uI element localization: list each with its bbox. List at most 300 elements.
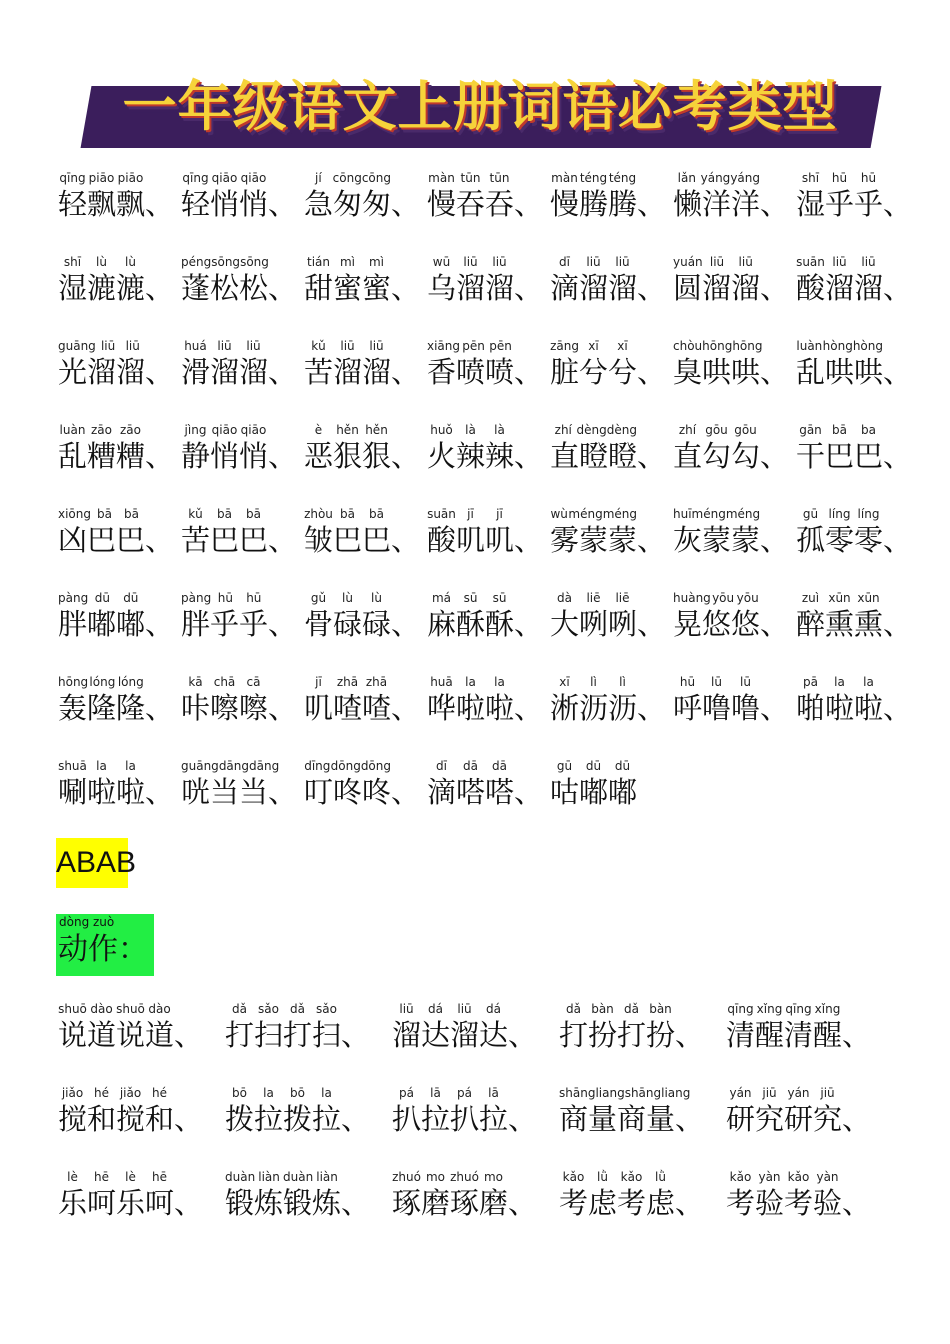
word-text: 苦溜溜、 (304, 355, 421, 389)
word-item (673, 590, 796, 642)
word-pinyin (427, 254, 514, 270)
word-item (673, 338, 796, 390)
word-item (550, 338, 673, 390)
pinyin-syllable: yàn (758, 1170, 781, 1184)
pinyin-syllable: jìng (184, 423, 207, 437)
pinyin-syllable: méng (568, 507, 603, 521)
word-row (58, 506, 918, 590)
pinyin-syllable: pā (803, 675, 818, 689)
word-item (559, 1001, 726, 1053)
pinyin-syllable: piāo (117, 171, 144, 185)
word-pinyin (550, 590, 637, 606)
word-pinyin (796, 506, 883, 522)
pinyin-syllable: téng (608, 171, 637, 185)
pinyin-syllable: méng (602, 507, 637, 521)
word-pinyin (673, 590, 760, 606)
pinyin-syllable: jí (314, 171, 322, 185)
pinyin-syllable: zhí (554, 423, 572, 437)
pinyin-syllable: xī (617, 339, 628, 353)
word-pinyin (673, 254, 760, 270)
pinyin-syllable: dǎ (290, 1002, 305, 1016)
pinyin-syllable: bā (340, 507, 355, 521)
word-pinyin (392, 1169, 508, 1185)
word-pinyin (58, 674, 145, 690)
word-text: 叮咚咚、 (304, 775, 421, 809)
word-pinyin (796, 590, 883, 606)
pinyin-syllable: jī (496, 507, 503, 521)
word-text: 说道说道、 (58, 1018, 204, 1052)
word-pinyin (427, 758, 514, 774)
word-pinyin (181, 758, 280, 774)
word-item (392, 1001, 559, 1053)
pinyin-syllable: luàn (59, 423, 86, 437)
word-text: 咕嘟嘟 (550, 775, 638, 809)
word-item (427, 674, 550, 726)
word-item (726, 1169, 893, 1221)
pinyin-syllable: pá (457, 1086, 472, 1100)
word-item (559, 1085, 726, 1137)
word-text: 哗啦啦、 (427, 691, 544, 725)
word-item (181, 674, 304, 726)
word-text: 乱哄哄、 (796, 355, 913, 389)
word-item (550, 758, 673, 810)
word-item (673, 506, 796, 558)
pinyin-syllable: lì (619, 675, 626, 689)
word-pinyin (550, 674, 637, 690)
word-text: 呼噜噜、 (673, 691, 790, 725)
pinyin-syllable: jiū (762, 1086, 777, 1100)
pinyin-syllable: piāo (88, 171, 115, 185)
word-pinyin (181, 590, 268, 606)
pinyin-syllable: dào (90, 1002, 113, 1016)
word-text: 乌溜溜、 (427, 271, 544, 305)
pinyin-syllable: yán (787, 1086, 810, 1100)
pinyin-syllable: la (863, 675, 874, 689)
word-item (181, 506, 304, 558)
pinyin-syllable: má (431, 591, 452, 605)
word-pinyin (427, 422, 514, 438)
pinyin-syllable: hē (152, 1170, 167, 1184)
pinyin-syllable: sǎo (258, 1002, 279, 1016)
pinyin-syllable: dū (123, 591, 139, 605)
pinyin-syllable: xūn (828, 591, 851, 605)
word-pinyin (181, 506, 268, 522)
pinyin-syllable: péng (181, 255, 212, 269)
word-text: 雾蒙蒙、 (550, 523, 667, 557)
pinyin-syllable: jiū (820, 1086, 835, 1100)
pinyin-syllable: lǜ (597, 1170, 608, 1184)
pinyin-syllable: tūn (489, 171, 510, 185)
pinyin-syllable: lū (740, 675, 751, 689)
word-item (559, 1169, 726, 1221)
pinyin-syllable: hū (679, 675, 696, 689)
word-item (225, 1169, 392, 1221)
word-pinyin (58, 422, 145, 438)
pinyin-syllable: gū (802, 507, 819, 521)
word-item (550, 674, 673, 726)
word-text: 恶狠狠、 (304, 439, 421, 473)
pinyin-syllable: yáng (730, 171, 760, 185)
word-pinyin (304, 254, 391, 270)
word-item (673, 254, 796, 306)
pinyin-syllable: mo (425, 1170, 446, 1184)
word-text: 孤零零、 (796, 523, 913, 557)
pinyin-syllable: gǔ (310, 591, 327, 605)
word-item (550, 254, 673, 306)
pinyin-syllable: cōng (332, 171, 362, 185)
word-pinyin (392, 1085, 508, 1101)
pinyin-syllable: wù (550, 507, 568, 521)
pinyin-syllable: màn (551, 171, 578, 185)
pinyin-syllable: là (494, 423, 505, 437)
word-text: 凶巴巴、 (58, 523, 175, 557)
word-text: 臭哄哄、 (673, 355, 790, 389)
pinyin-syllable: yáng (700, 171, 731, 185)
pinyin-syllable: kǎo (620, 1170, 643, 1184)
word-text: 骨碌碌、 (304, 607, 421, 641)
pinyin-syllable: wū (432, 255, 451, 269)
pinyin-syllable: hòng (822, 339, 853, 353)
page-title: 一年级语文上册词语必考类型 (122, 75, 838, 138)
pinyin-syllable: suān (427, 507, 456, 521)
word-pinyin (304, 674, 391, 690)
word-item (304, 674, 427, 726)
word-pinyin (550, 338, 637, 354)
pinyin-syllable: dào (148, 1002, 171, 1016)
pinyin-syllable: hē (94, 1170, 109, 1184)
pinyin-syllable: qiāo (211, 171, 238, 185)
pinyin-syllable: zuì (801, 591, 820, 605)
word-pinyin (550, 254, 637, 270)
word-item (726, 1085, 893, 1137)
word-item (550, 422, 673, 474)
word-text: 慢吞吞、 (427, 187, 544, 221)
pinyin-syllable: huā (430, 675, 453, 689)
word-item (796, 506, 919, 558)
word-pinyin (673, 674, 760, 690)
word-text: 酸叽叽、 (427, 523, 544, 557)
word-item (58, 422, 181, 474)
pinyin-syllable: liū (709, 255, 725, 269)
pinyin-syllable: líng (828, 507, 851, 521)
word-text: 啪啦啦、 (796, 691, 913, 725)
word-item (427, 422, 550, 474)
word-item (796, 674, 919, 726)
word-pinyin (726, 1085, 842, 1101)
pinyin-syllable: hé (94, 1086, 109, 1100)
word-item (427, 254, 550, 306)
word-row (58, 674, 918, 758)
abab-word-list (58, 1001, 918, 1253)
pinyin-syllable: hū (246, 591, 262, 605)
word-text: 麻酥酥、 (427, 607, 544, 641)
pinyin-syllable: pá (399, 1086, 414, 1100)
pinyin-syllable: hōng (732, 339, 763, 353)
pinyin-syllable: shāng (624, 1086, 662, 1100)
pinyin-syllable: mo (483, 1170, 504, 1184)
pinyin-syllable: liū (340, 339, 355, 353)
pinyin-syllable: zhuó (392, 1170, 421, 1184)
pinyin-syllable: qiāo (240, 171, 267, 185)
pinyin-syllable: kǎo (729, 1170, 752, 1184)
pinyin-syllable: yōu (736, 591, 759, 605)
word-item (58, 170, 181, 222)
word-item (673, 170, 796, 222)
word-text: 苦巴巴、 (181, 523, 298, 557)
pinyin-syllable: liang (661, 1086, 691, 1100)
word-text: 脏兮兮、 (550, 355, 667, 389)
word-text: 急匆匆、 (304, 187, 421, 221)
word-pinyin (673, 170, 760, 186)
word-text: 干巴巴、 (796, 439, 913, 473)
word-row (58, 758, 918, 842)
word-item (181, 590, 304, 642)
word-pinyin (225, 1169, 341, 1185)
word-item (427, 170, 550, 222)
word-text: 清醒清醒、 (726, 1018, 872, 1052)
pinyin-syllable: la (321, 1086, 332, 1100)
pinyin-syllable: xǐng (756, 1002, 783, 1016)
word-item (726, 1001, 893, 1053)
pinyin-syllable: líng (857, 507, 880, 521)
word-item (58, 1169, 225, 1221)
word-text: 咔嚓嚓、 (181, 691, 298, 725)
word-text: 搅和搅和、 (58, 1102, 204, 1136)
pinyin-syllable: jiǎo (119, 1086, 142, 1100)
word-pinyin (58, 590, 145, 606)
pinyin-syllable: zhí (678, 423, 697, 437)
word-text: 皱巴巴、 (304, 523, 421, 557)
pinyin-syllable: cā (246, 675, 261, 689)
aabb-word-list (58, 170, 918, 842)
pinyin-syllable: hū (217, 591, 234, 605)
word-pinyin (726, 1169, 842, 1185)
pinyin-syllable: lè (125, 1170, 136, 1184)
word-pinyin (550, 170, 637, 186)
pinyin-syllable: shī (801, 171, 820, 185)
pinyin-syllable: bā (369, 507, 384, 521)
pinyin-syllable: hū (831, 171, 848, 185)
pinyin-syllable: kǎo (787, 1170, 810, 1184)
pinyin-syllable: chòu (673, 339, 703, 353)
word-text: 乱糟糟、 (58, 439, 175, 473)
word-pinyin (58, 254, 145, 270)
word-text: 甜蜜蜜、 (304, 271, 421, 305)
word-text: 溜达溜达、 (392, 1018, 538, 1052)
pinyin-syllable: guāng (58, 339, 96, 353)
word-text: 滴溜溜、 (550, 271, 667, 305)
word-pinyin (304, 590, 391, 606)
word-text: 轻悄悄、 (181, 187, 298, 221)
word-item (225, 1085, 392, 1137)
word-text: 叽喳喳、 (304, 691, 421, 725)
pinyin-syllable: dǎ (566, 1002, 581, 1016)
pinyin-syllable: qīng (182, 171, 209, 185)
word-pinyin (225, 1001, 341, 1017)
pinyin-syllable: dōng (330, 759, 361, 773)
title-banner (80, 72, 880, 154)
pinyin-syllable: xǐng (814, 1002, 841, 1016)
word-text: 乐呵乐呵、 (58, 1186, 204, 1220)
word-item (550, 170, 673, 222)
word-pinyin (181, 422, 268, 438)
pinyin-syllable: gōu (734, 423, 757, 437)
pinyin-syllable: méng (691, 507, 726, 521)
pinyin-syllable: dèng (606, 423, 637, 437)
pinyin-syllable: xūn (857, 591, 880, 605)
word-pinyin (58, 1001, 174, 1017)
word-text: 打扮打扮、 (559, 1018, 705, 1052)
word-item (58, 506, 181, 558)
word-item (796, 254, 919, 306)
pinyin-syllable: shuā (58, 759, 87, 773)
word-pinyin (559, 1169, 675, 1185)
word-pinyin (58, 506, 145, 522)
word-item (181, 422, 304, 474)
pinyin-syllable: bā (217, 507, 232, 521)
word-item (796, 338, 919, 390)
pinyin-syllable: huǒ (430, 423, 453, 437)
word-pinyin (181, 338, 268, 354)
word-pinyin (225, 1085, 341, 1101)
word-item (58, 338, 181, 390)
pinyin-syllable: kā (188, 675, 203, 689)
pinyin-syllable: liū (125, 339, 140, 353)
word-pinyin (392, 1001, 508, 1017)
pinyin-syllable: bā (97, 507, 112, 521)
word-text: 扒拉扒拉、 (392, 1102, 538, 1136)
word-item (392, 1085, 559, 1137)
pinyin-syllable: shuō (58, 1002, 87, 1016)
word-text: 光溜溜、 (58, 355, 175, 389)
pinyin-syllable: la (494, 675, 505, 689)
word-pinyin (58, 170, 145, 186)
word-pinyin (796, 674, 883, 690)
pinyin-syllable: sǎo (316, 1002, 337, 1016)
word-text: 圆溜溜、 (673, 271, 790, 305)
pinyin-syllable: xiāng (427, 339, 461, 353)
word-text: 商量商量、 (559, 1102, 705, 1136)
word-pinyin (427, 506, 514, 522)
pinyin-syllable: liū (463, 255, 478, 269)
pinyin-syllable: liū (217, 339, 232, 353)
pinyin-syllable: qiāo (240, 423, 267, 437)
pinyin-syllable: gū (556, 759, 573, 773)
pinyin-syllable: pēn (489, 339, 512, 353)
word-text: 胖嘟嘟、 (58, 607, 175, 641)
word-text: 慢腾腾、 (550, 187, 667, 221)
word-pinyin (427, 338, 514, 354)
pinyin-syllable: yuán (673, 255, 703, 269)
pinyin-syllable: zāo (120, 423, 141, 437)
word-text: 直勾勾、 (673, 439, 790, 473)
word-text: 考验考验、 (726, 1186, 872, 1220)
pinyin-syllable: hěn (365, 423, 388, 437)
pinyin-syllable: yōu (712, 591, 735, 605)
pinyin-syllable: là (465, 423, 476, 437)
pinyin-syllable: màn (428, 171, 455, 185)
pinyin-syllable: liàn (316, 1170, 338, 1184)
pinyin-syllable: xī (559, 675, 570, 689)
word-row (58, 170, 918, 254)
pinyin-syllable: lū (711, 675, 722, 689)
word-row (58, 1001, 918, 1085)
pinyin-syllable: gān (799, 423, 822, 437)
word-item (673, 674, 796, 726)
word-text: 胖乎乎、 (181, 607, 298, 641)
pinyin-syllable: tián (307, 255, 330, 269)
pinyin-syllable: hū (860, 171, 877, 185)
word-row (58, 338, 918, 422)
word-item (304, 506, 427, 558)
pinyin-syllable: sū (463, 591, 478, 605)
word-item (181, 254, 304, 306)
word-item (181, 170, 304, 222)
word-item (427, 590, 550, 642)
word-pinyin (796, 338, 883, 354)
word-text: 滑溜溜、 (181, 355, 298, 389)
pinyin-syllable: lǜ (655, 1170, 666, 1184)
pinyin-syllable: pàng (181, 591, 212, 605)
word-item (550, 506, 673, 558)
pinyin-syllable: dū (614, 759, 631, 773)
pinyin-syllable: dà (557, 591, 572, 605)
pinyin-syllable: luàn (796, 339, 823, 353)
pinyin-syllable: zāng (550, 339, 579, 353)
pinyin-syllable: liū (586, 255, 601, 269)
pinyin-syllable: lì (590, 675, 597, 689)
pinyin-syllable: liū (246, 339, 261, 353)
pinyin-syllable: shāng (559, 1086, 596, 1100)
word-pinyin (427, 170, 514, 186)
word-item (304, 170, 427, 222)
pinyin-syllable: bō (290, 1086, 305, 1100)
word-text: 考虑考虑、 (559, 1186, 705, 1220)
pinyin-syllable: la (263, 1086, 274, 1100)
pinyin-syllable: liàn (258, 1170, 280, 1184)
word-pinyin (181, 170, 268, 186)
pinyin-syllable: bā (832, 423, 847, 437)
abab-label: ABAB (56, 838, 128, 888)
pinyin-syllable: huàng (673, 591, 711, 605)
word-text: 淅沥沥、 (550, 691, 667, 725)
word-pinyin (796, 170, 883, 186)
action-label-pinyin: dòng zuò (59, 915, 115, 929)
pinyin-syllable: téng (579, 171, 608, 185)
word-item (181, 338, 304, 390)
pinyin-syllable: dū (94, 591, 111, 605)
word-item (392, 1169, 559, 1221)
pinyin-syllable: hěn (336, 423, 359, 437)
pinyin-syllable: ba (861, 423, 876, 437)
pinyin-syllable: la (125, 759, 136, 773)
pinyin-syllable: dā (492, 759, 507, 773)
word-item (304, 422, 427, 474)
pinyin-syllable: lā (430, 1086, 441, 1100)
word-item (427, 338, 550, 390)
word-item (550, 590, 673, 642)
pinyin-syllable: dā (463, 759, 478, 773)
pinyin-syllable: liē (586, 591, 601, 605)
action-label-text: 动作： (58, 932, 148, 967)
word-pinyin (58, 1169, 174, 1185)
word-item (304, 758, 427, 810)
pinyin-syllable: liū (100, 339, 116, 353)
pinyin-syllable: shuō (116, 1002, 145, 1016)
pinyin-syllable: hōng (58, 675, 89, 689)
word-text: 唰啦啦、 (58, 775, 175, 809)
word-pinyin (304, 506, 391, 522)
